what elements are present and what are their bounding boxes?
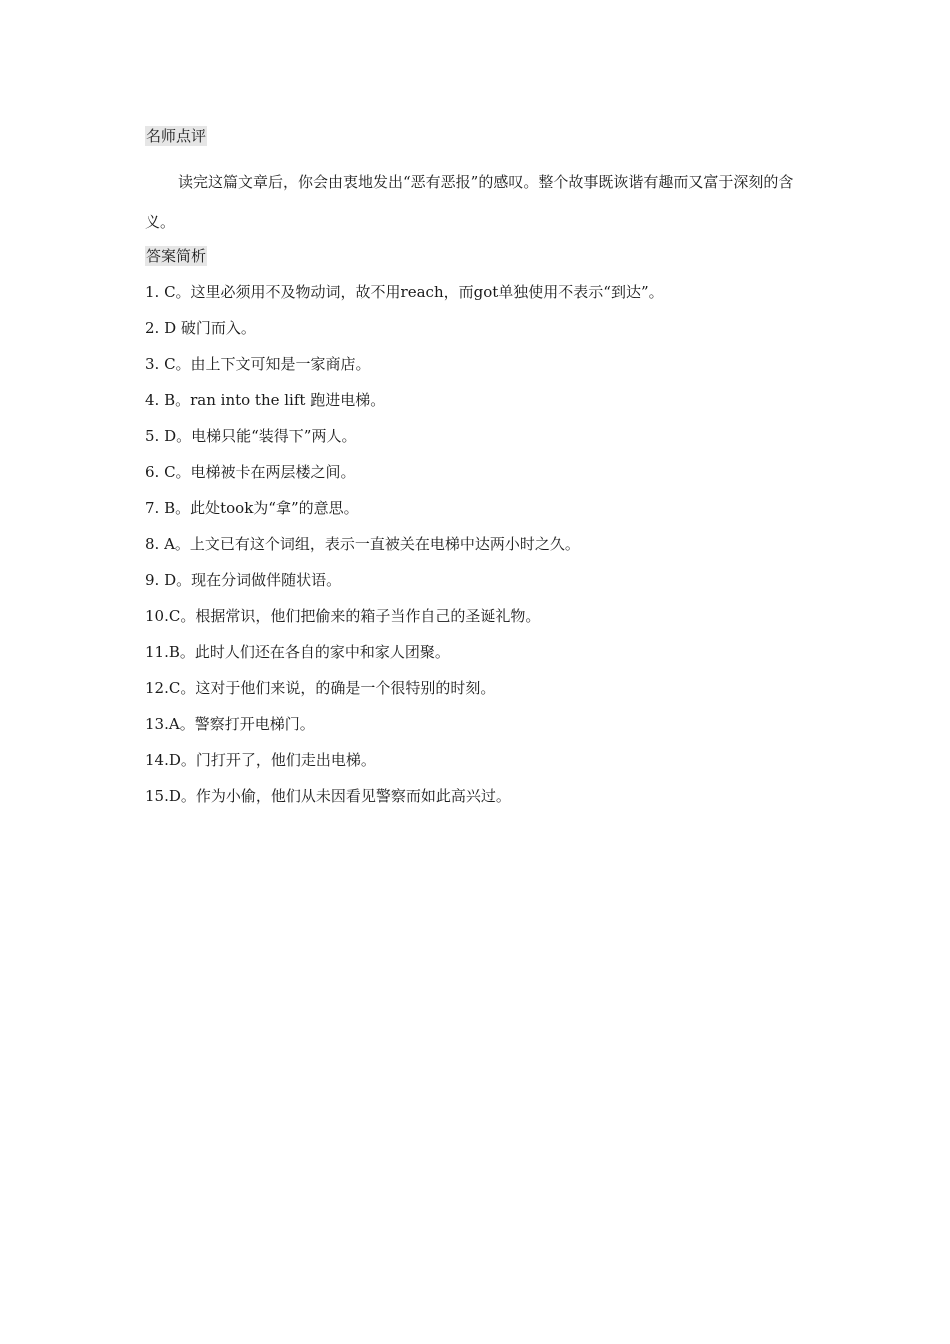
review-heading: 名师点评 <box>146 127 207 145</box>
answer-item-11: 11.B。此时人们还在各自的家中和家人团聚。 <box>145 643 450 661</box>
review-paragraph: 读完这篇文章后，你会由衷地发出“恶有恶报”的感叹。整个故事既诙谐有趣而又富于深刻的含义。 <box>145 173 794 231</box>
answer-item-4: 4. B。ran into the lift 跑进电梯。 <box>145 391 386 409</box>
answer-item-8: 8. A。上文已有这个词组，表示一直被关在电梯中达两小时之久。 <box>145 535 580 553</box>
answer-item-12: 12.C。这对于他们来说，的确是一个很特别的时刻。 <box>145 679 496 697</box>
document-content <box>145 126 810 822</box>
answer-item-15: 15.D。作为小偷，他们从未因看见警察而如此高兴过。 <box>145 787 511 805</box>
answers-section-header <box>145 246 810 266</box>
answer-item-3: 3. C。由上下文可知是一家商店。 <box>145 355 371 373</box>
answers-heading: 答案简析 <box>146 247 207 265</box>
answer-item-14: 14.D。门打开了，他们走出电梯。 <box>145 751 376 769</box>
answer-list <box>145 282 810 806</box>
answer-item-5: 5. D。电梯只能“装得下”两人。 <box>145 427 357 445</box>
answer-item-9: 9. D。现在分词做伴随状语。 <box>145 571 342 589</box>
review-section-header <box>145 126 810 146</box>
answer-item-6: 6. C。电梯被卡在两层楼之间。 <box>145 463 356 481</box>
answer-item-1: 1. C。这里必须用不及物动词，故不用reach，而got单独使用不表示“到达”。 <box>145 283 664 301</box>
answer-item-10: 10.C。根据常识，他们把偷来的箱子当作自己的圣诞礼物。 <box>145 607 541 625</box>
answer-item-13: 13.A。警察打开电梯门。 <box>145 715 315 733</box>
answer-item-7: 7. B。此处took为“拿”的意思。 <box>145 499 359 517</box>
answer-item-2: 2. D 破门而入。 <box>145 319 256 337</box>
